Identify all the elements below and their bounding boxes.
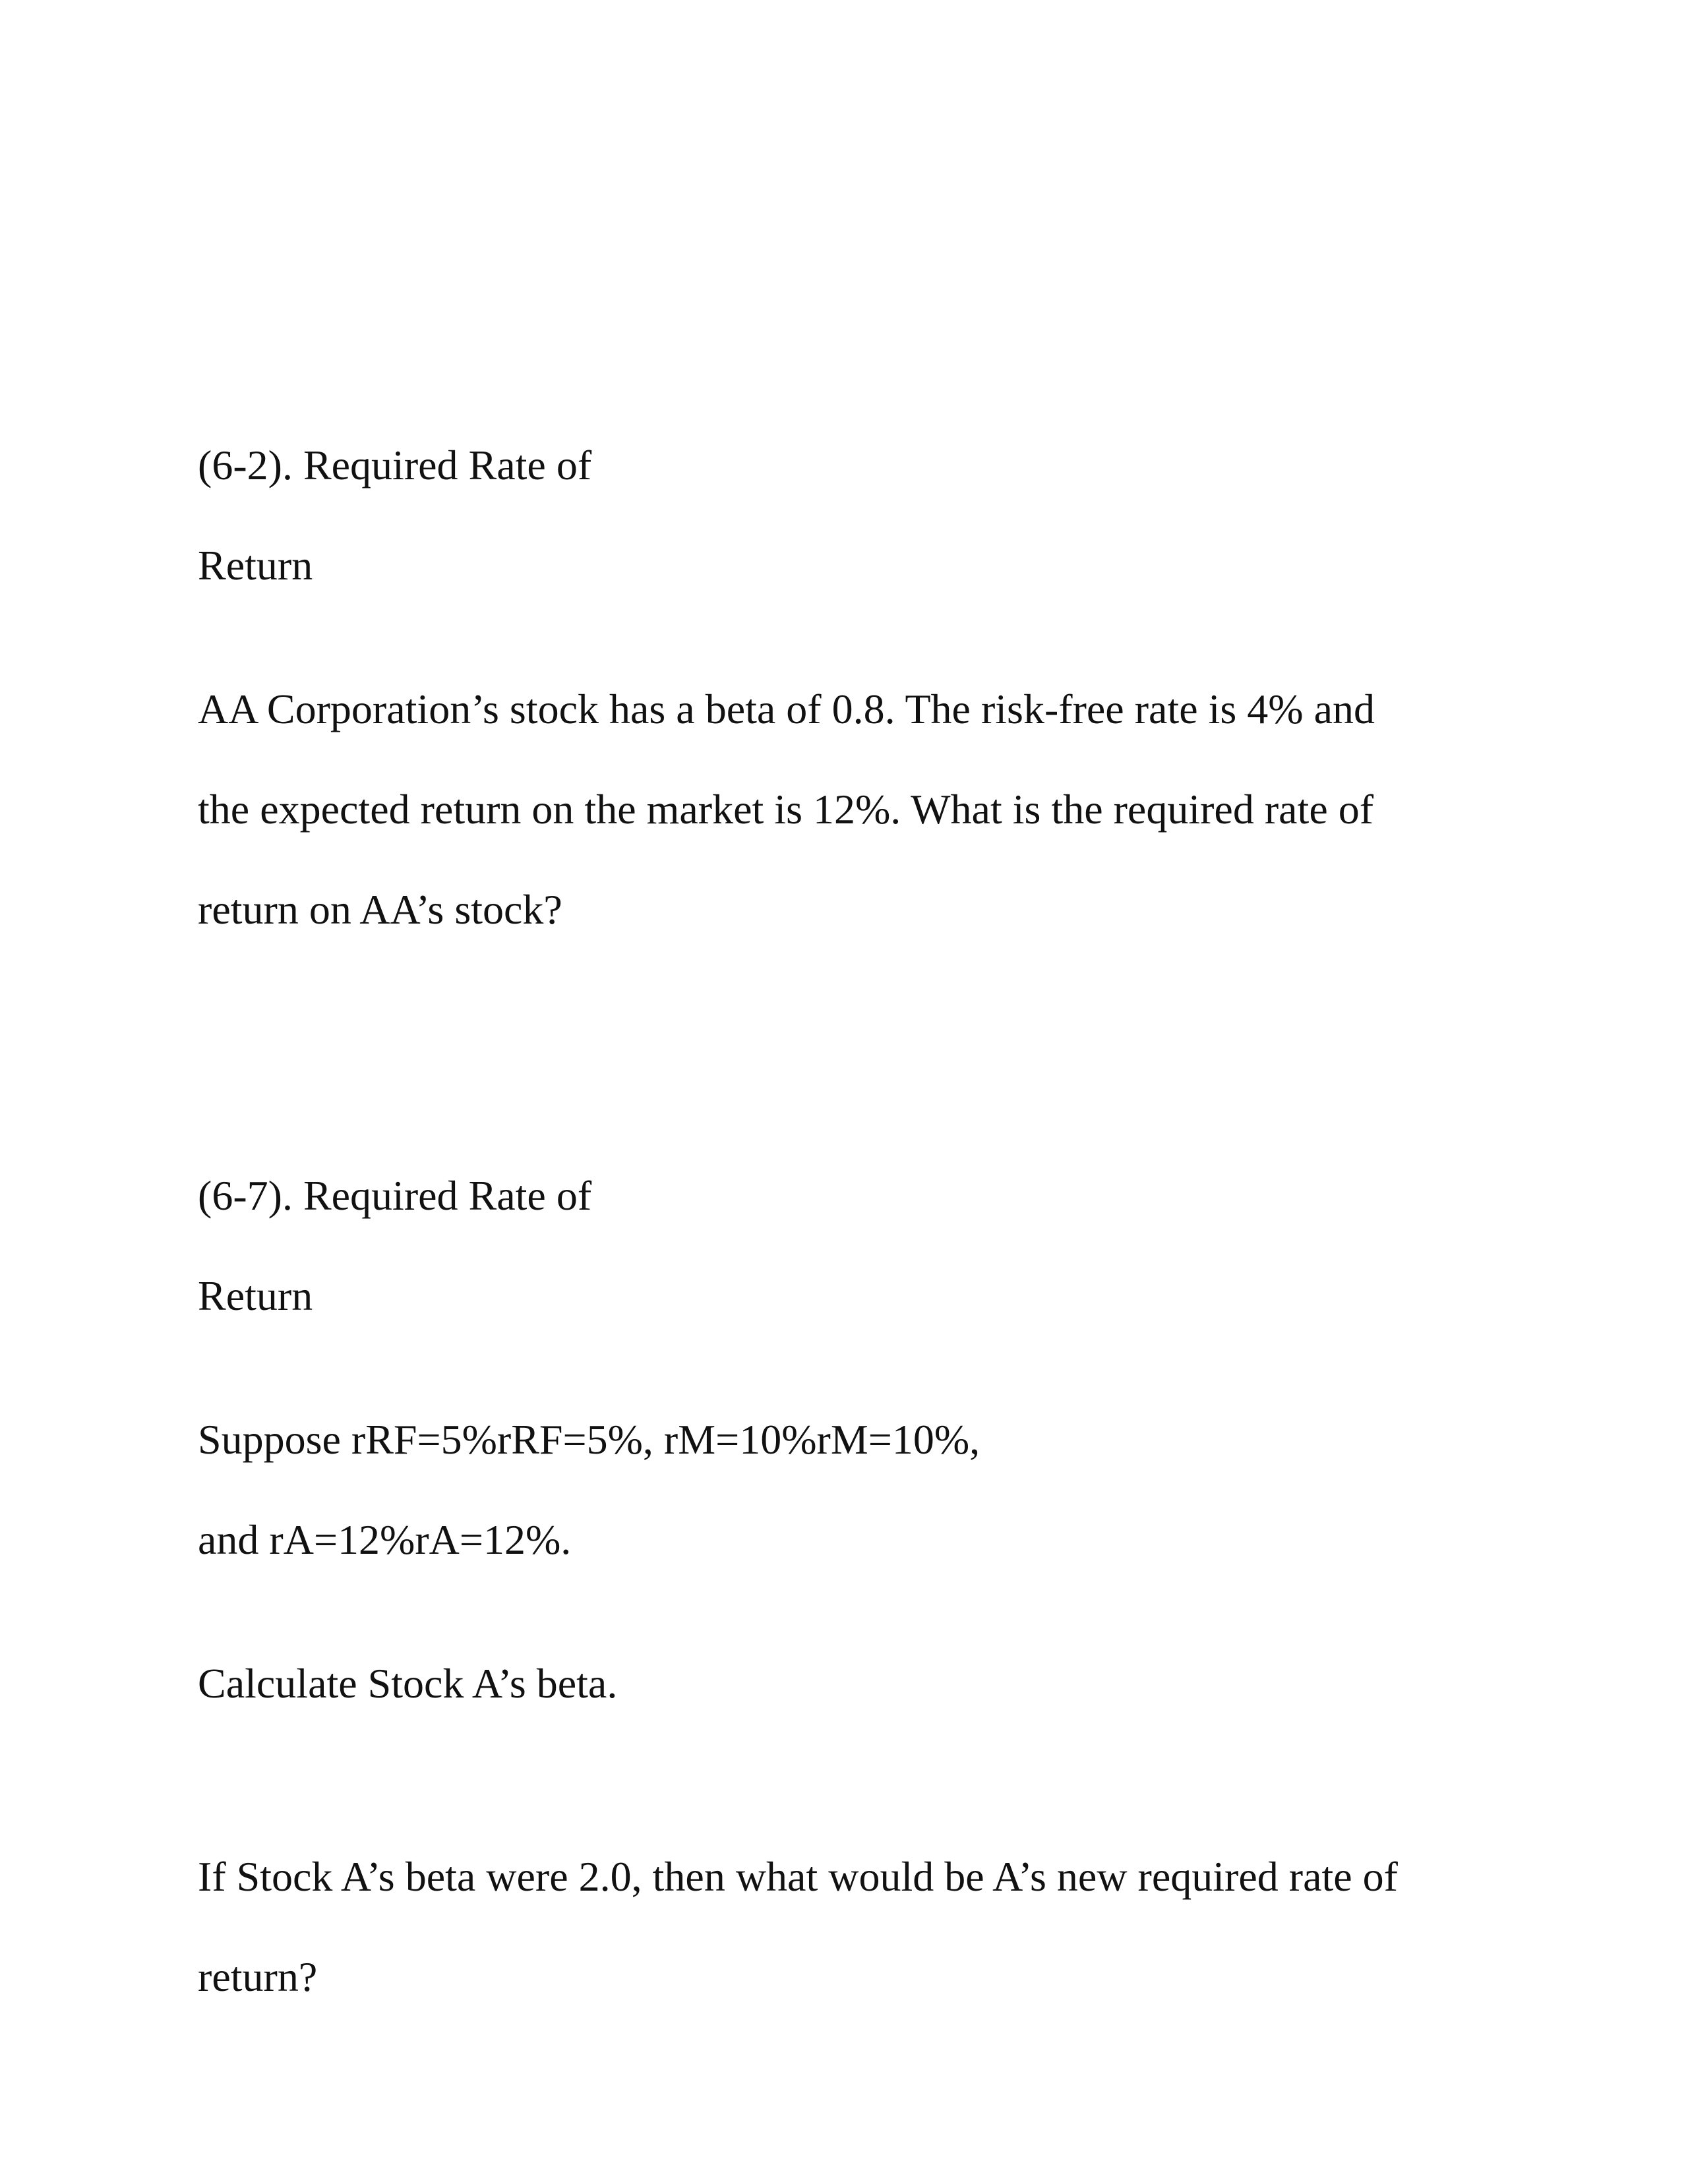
problem-6-7-given-line-1: Suppose rRF=5%rRF=5%, rM=10%rM=10%, bbox=[198, 1416, 980, 1463]
problem-6-7-title-line-1: (6-7). Required Rate of bbox=[198, 1172, 592, 1219]
problem-6-7-given bbox=[198, 1365, 980, 1615]
problem-6-7-question-2-line-1: If Stock A’s beta were 2.0, then what would be A’s new required rate of bbox=[198, 1853, 1398, 1900]
problem-6-2-title-line-2: Return bbox=[198, 542, 313, 589]
problem-6-7-title bbox=[198, 1121, 591, 1371]
problem-6-7-question-2 bbox=[198, 1802, 1398, 2052]
problem-6-2-title bbox=[198, 390, 591, 641]
problem-6-7-question-1-text: Calculate Stock A’s beta. bbox=[198, 1660, 618, 1707]
problem-6-2-text bbox=[198, 634, 1375, 985]
problem-6-2-text-line-1: AA Corporation’s stock has a beta of 0.8. The risk-free rate is 4% and bbox=[198, 686, 1375, 732]
problem-6-2-text-line-2: the expected return on the market is 12%. What is the required rate of bbox=[198, 786, 1374, 833]
problem-6-7-question-1 bbox=[198, 1608, 617, 1759]
problem-6-2-title-line-1: (6-2). Required Rate of bbox=[198, 442, 592, 488]
problem-6-7-title-line-2: Return bbox=[198, 1272, 313, 1319]
problem-6-2-text-line-3: return on AA’s stock? bbox=[198, 886, 562, 933]
problem-6-7-question-2-line-2: return? bbox=[198, 1953, 318, 2000]
problem-6-7-given-line-2: and rA=12%rA=12%. bbox=[198, 1516, 572, 1563]
